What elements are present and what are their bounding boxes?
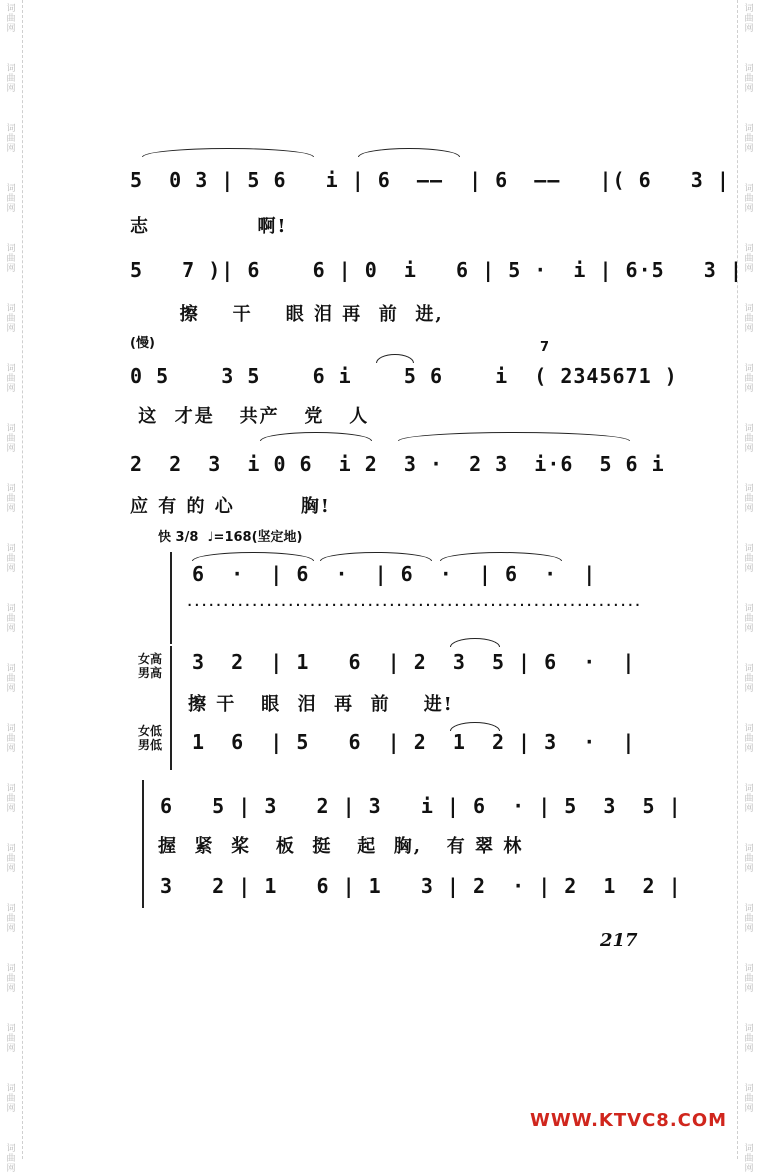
music-score [130,140,743,930]
watermark-glyph-stack [4,784,18,814]
watermark-glyph: 曲 [6,1154,16,1164]
watermark-glyph: 曲 [744,1094,754,1104]
watermark-glyph: 曲 [744,494,754,504]
watermark-glyph-stack [4,364,18,394]
watermark-glyph: 曲 [6,854,16,864]
notation-line: 3 2 | 1 6 | 1 3 | 2 · | 2 1 2 | [160,874,682,898]
watermark-glyph: 曲 [6,914,16,924]
watermark-glyph: 网 [6,924,16,934]
watermark-glyph: 曲 [744,254,754,264]
watermark-glyph-stack [742,484,756,514]
watermark-glyph: 网 [744,624,754,634]
watermark-glyph: 曲 [744,74,754,84]
notation-line: 2 2 3 i 0 6 i 2 3 · 2 3 i·6 5 6 i [130,452,665,476]
watermark-glyph: 网 [744,84,754,94]
watermark-glyph: 词 [6,784,16,794]
slur [320,552,432,561]
slur [450,638,500,647]
system-brace [142,780,144,908]
slur [440,552,562,561]
watermark-glyph: 曲 [6,74,16,84]
watermark-glyph: 词 [744,484,754,494]
watermark-glyph: 词 [744,4,754,14]
watermark-glyph: 网 [6,744,16,754]
watermark-glyph: 词 [744,724,754,734]
watermark-glyph: 网 [6,204,16,214]
notation-line: 1 6 | 5 6 | 2 1 2 | 3 · | [192,730,636,754]
lyric-line: 擦 干 眼 泪 再 前 进, [130,304,444,325]
watermark-glyph: 曲 [744,794,754,804]
site-watermark: WWW.KTVC8.COM [530,1110,728,1131]
watermark-glyph-stack [4,64,18,94]
watermark-glyph: 网 [6,24,16,34]
watermark-glyph: 网 [744,744,754,754]
watermark-glyph-stack [742,424,756,454]
dotted-continuation: ······························································· [186,598,642,612]
watermark-glyph: 网 [744,804,754,814]
watermark-glyph-stack [4,904,18,934]
watermark-glyph: 网 [744,1104,754,1114]
watermark-glyph: 网 [744,144,754,154]
watermark-glyph-stack [742,304,756,334]
watermark-glyph: 曲 [744,434,754,444]
watermark-glyph-stack [742,1024,756,1054]
watermark-glyph: 曲 [6,1094,16,1104]
watermark-glyph: 网 [6,1104,16,1114]
watermark-glyph-stack [742,844,756,874]
watermark-glyph: 网 [744,264,754,274]
watermark-glyph: 曲 [6,734,16,744]
watermark-glyph: 词 [744,784,754,794]
watermark-glyph: 曲 [744,1034,754,1044]
voice-label-low: 女低 男低 [138,724,163,752]
notation-line: 0 5 3 5 6 i 5 6 i ( 2345671 ) [130,364,678,388]
watermark-glyph-stack [4,1144,18,1174]
watermark-glyph: 曲 [744,1154,754,1164]
watermark-glyph: 网 [6,984,16,994]
watermark-glyph: 曲 [744,554,754,564]
watermark-glyph: 词 [744,844,754,854]
watermark-glyph: 词 [744,184,754,194]
watermark-glyph-stack [4,964,18,994]
watermark-glyph: 词 [6,1144,16,1154]
watermark-glyph-stack [742,604,756,634]
lyric-line: 这 才是 共产 党 人 [130,406,370,427]
slur [376,354,414,363]
voice-label-high: 女高 男高 [138,652,163,680]
watermark-glyph: 网 [6,684,16,694]
watermark-glyph: 曲 [6,614,16,624]
watermark-glyph: 网 [744,864,754,874]
notation-line: 6 · | 6 · | 6 · | 6 · | [192,562,597,586]
lyric-line: 握 紧 桨 板 挺 起 胸, 有 翠 林 [158,836,524,857]
watermark-glyph: 词 [744,1144,754,1154]
watermark-glyph-stack [742,184,756,214]
watermark-glyph: 曲 [744,14,754,24]
watermark-glyph: 网 [6,324,16,334]
watermark-glyph: 网 [6,144,16,154]
watermark-glyph: 网 [6,1164,16,1174]
watermark-glyph: 网 [744,24,754,34]
slur [398,432,630,441]
watermark-glyph: 网 [744,684,754,694]
watermark-glyph: 曲 [744,914,754,924]
watermark-glyph-stack [4,604,18,634]
watermark-glyph: 曲 [6,674,16,684]
watermark-glyph: 词 [744,904,754,914]
watermark-glyph-stack [742,124,756,154]
watermark-glyph: 网 [744,564,754,574]
watermark-glyph: 曲 [744,614,754,624]
watermark-glyph: 曲 [744,974,754,984]
watermark-glyph: 曲 [744,134,754,144]
slur [260,432,372,441]
watermark-glyph: 词 [6,424,16,434]
watermark-glyph-stack [4,1024,18,1054]
watermark-glyph: 曲 [6,494,16,504]
watermark-glyph: 网 [744,204,754,214]
watermark-glyph: 词 [6,1084,16,1094]
watermark-glyph: 词 [6,244,16,254]
watermark-glyph: 词 [6,304,16,314]
watermark-glyph: 网 [6,384,16,394]
watermark-glyph: 词 [6,4,16,14]
watermark-glyph: 网 [744,384,754,394]
tempo-marking-slow: (慢) [130,336,155,351]
watermark-glyph: 曲 [6,794,16,804]
watermark-glyph: 曲 [744,314,754,324]
watermark-glyph-stack [4,664,18,694]
watermark-glyph: 词 [6,184,16,194]
watermark-glyph-stack [4,544,18,574]
watermark-glyph: 网 [6,804,16,814]
watermark-glyph: 词 [744,604,754,614]
chorus-brace [170,646,172,770]
watermark-glyph: 词 [744,664,754,674]
watermark-glyph-stack [742,1084,756,1114]
watermark-glyph: 网 [744,324,754,334]
watermark-glyph: 词 [744,244,754,254]
watermark-glyph: 词 [744,124,754,134]
system-brace [170,552,172,644]
watermark-glyph: 词 [6,364,16,374]
watermark-glyph-stack [4,184,18,214]
watermark-glyph: 曲 [6,554,16,564]
watermark-glyph: 曲 [6,14,16,24]
tempo-marking-fast: 快 3/8 ♩=168(坚定地) [158,530,303,545]
watermark-glyph-stack [742,664,756,694]
slur [142,148,314,157]
watermark-glyph: 词 [744,1084,754,1094]
lyric-line: 擦 干 眼 泪 再 前 进! [188,694,454,715]
watermark-glyph: 词 [6,724,16,734]
watermark-glyph-stack [742,244,756,274]
watermark-glyph-stack [4,124,18,154]
slur [192,552,314,561]
watermark-glyph-stack [742,964,756,994]
watermark-glyph-stack [4,424,18,454]
watermark-glyph: 网 [744,1164,754,1174]
watermark-glyph: 网 [6,264,16,274]
watermark-glyph: 词 [6,844,16,854]
watermark-glyph: 词 [6,544,16,554]
watermark-glyph: 曲 [744,734,754,744]
watermark-glyph: 词 [6,604,16,614]
watermark-glyph-stack [742,544,756,574]
watermark-glyph: 网 [6,84,16,94]
watermark-glyph-stack [742,364,756,394]
notation-line: 3 2 | 1 6 | 2 3 5 | 6 · | [192,650,636,674]
watermark-glyph: 曲 [6,434,16,444]
watermark-glyph-stack [4,844,18,874]
watermark-glyph-stack [4,1084,18,1114]
watermark-glyph: 网 [744,924,754,934]
watermark-glyph-stack [742,64,756,94]
watermark-glyph: 词 [6,964,16,974]
watermark-glyph: 词 [744,544,754,554]
watermark-glyph: 词 [6,664,16,674]
watermark-glyph: 网 [6,444,16,454]
watermark-glyph: 曲 [744,674,754,684]
watermark-glyph-stack [4,484,18,514]
watermark-glyph-stack [742,1144,756,1174]
notation-line: 5 7 )| 6 6 | 0 i 6 | 5 · i | 6·5 3 | [130,258,743,282]
notation-line: 5 0 3 | 5 6 i | 6 —— | 6 —— |( 6 3 | [130,168,730,192]
watermark-glyph: 网 [6,564,16,574]
watermark-glyph: 词 [744,424,754,434]
watermark-glyph: 曲 [6,254,16,264]
watermark-glyph: 网 [744,444,754,454]
watermark-glyph: 曲 [744,374,754,384]
watermark-glyph: 网 [6,1044,16,1054]
watermark-glyph: 曲 [6,134,16,144]
watermark-glyph-stack [742,724,756,754]
watermark-glyph: 网 [744,984,754,994]
watermark-glyph: 词 [6,1024,16,1034]
page-number: 217 [600,930,638,951]
watermark-glyph: 词 [6,64,16,74]
watermark-glyph: 曲 [6,374,16,384]
watermark-glyph: 网 [6,504,16,514]
watermark-glyph: 曲 [744,854,754,864]
watermark-glyph-stack [742,4,756,34]
watermark-glyph: 曲 [6,974,16,984]
lyric-line: 应 有 的 心 胸! [130,496,331,517]
tuplet-mark: 7 [540,340,550,355]
slur [358,148,460,157]
watermark-glyph: 曲 [6,194,16,204]
watermark-glyph: 网 [744,1044,754,1054]
watermark-glyph: 网 [6,864,16,874]
watermark-glyph: 曲 [6,1034,16,1044]
watermark-glyph: 词 [744,304,754,314]
watermark-glyph: 词 [744,364,754,374]
watermark-glyph-stack [4,4,18,34]
watermark-glyph-stack [4,304,18,334]
watermark-glyph: 词 [744,64,754,74]
watermark-glyph: 网 [6,624,16,634]
watermark-glyph-stack [4,724,18,754]
watermark-glyph: 词 [6,484,16,494]
watermark-glyph-stack [742,784,756,814]
watermark-glyph: 网 [744,504,754,514]
watermark-glyph: 曲 [6,314,16,324]
watermark-glyph: 曲 [744,194,754,204]
watermark-glyph: 词 [6,124,16,134]
watermark-glyph: 词 [744,964,754,974]
watermark-glyph: 词 [6,904,16,914]
lyric-line: 志 啊! [130,216,288,237]
notation-line: 6 5 | 3 2 | 3 i | 6 · | 5 3 5 | [160,794,682,818]
watermark-glyph-stack [742,904,756,934]
watermark-glyph: 词 [744,1024,754,1034]
watermark-glyph-stack [4,244,18,274]
